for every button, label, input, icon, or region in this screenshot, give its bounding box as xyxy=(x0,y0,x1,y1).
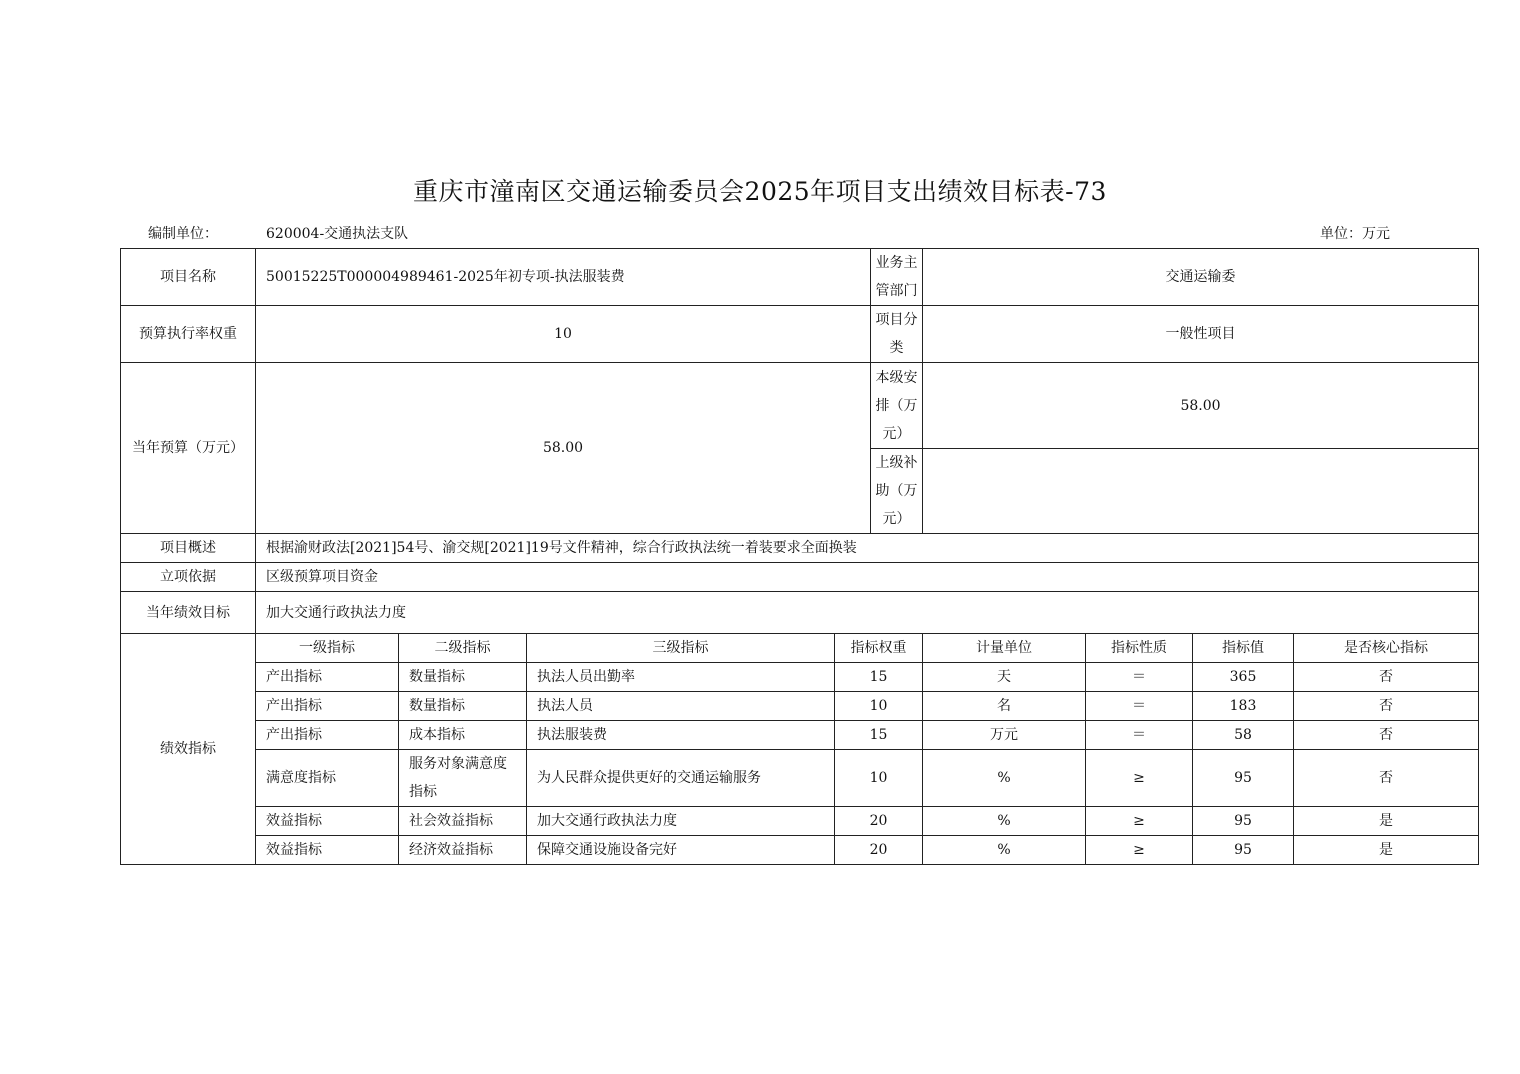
goal-label: 当年绩效目标 xyxy=(121,592,256,634)
basis-row xyxy=(121,563,1479,592)
nature-cell: ≥ xyxy=(1086,750,1193,807)
level3-cell: 保障交通设施设备完好 xyxy=(527,836,835,865)
level2-cell: 经济效益指标 xyxy=(399,836,527,865)
indicator-header-row xyxy=(121,634,1479,663)
unit-value: 620004-交通执法支队 xyxy=(266,226,409,242)
category-label: 项目分类 xyxy=(871,306,923,363)
value-cell: 58 xyxy=(1193,721,1294,750)
weight-cell: 15 xyxy=(835,721,923,750)
page-title: 重庆市潼南区交通运输委员会2025年项目支出绩效目标表-73 xyxy=(413,177,1107,206)
value-cell: 95 xyxy=(1193,836,1294,865)
column-header: 指标权重 xyxy=(835,634,923,663)
indicator-section-label: 绩效指标 xyxy=(121,634,256,865)
project-name-row xyxy=(121,249,1479,306)
value-cell: 365 xyxy=(1193,663,1294,692)
upper-label: 上级补助（万元） xyxy=(871,449,923,534)
value-cell: 95 xyxy=(1193,807,1294,836)
unit-cell: 天 xyxy=(923,663,1086,692)
basis-label: 立项依据 xyxy=(121,563,256,592)
value-cell: 183 xyxy=(1193,692,1294,721)
level3-cell: 为人民群众提供更好的交通运输服务 xyxy=(527,750,835,807)
core-cell: 否 xyxy=(1294,663,1479,692)
dept-label: 业务主管部门 xyxy=(871,249,923,306)
overview-value: 根据渝财政法[2021]54号、渝交规[2021]19号文件精神，综合行政执法统一着装要求全面换装 xyxy=(256,534,1479,563)
value-cell: 95 xyxy=(1193,750,1294,807)
budget-row xyxy=(121,363,1479,449)
weight-cell: 20 xyxy=(835,836,923,865)
unit-cell: 名 xyxy=(923,692,1086,721)
level3-cell: 执法人员出勤率 xyxy=(527,663,835,692)
column-header: 计量单位 xyxy=(923,634,1086,663)
column-header: 一级指标 xyxy=(256,634,399,663)
level2-cell: 成本指标 xyxy=(399,721,527,750)
core-cell: 否 xyxy=(1294,692,1479,721)
column-header: 指标值 xyxy=(1193,634,1294,663)
weight-cell: 15 xyxy=(835,663,923,692)
level2-cell: 数量指标 xyxy=(399,692,527,721)
budget-label: 当年预算（万元） xyxy=(121,363,256,534)
dept-value: 交通运输委 xyxy=(923,249,1479,306)
level1-cell: 效益指标 xyxy=(256,807,399,836)
local-label: 本级安排（万元） xyxy=(871,363,923,449)
unit-cell: 万元 xyxy=(923,721,1086,750)
project-name-label: 项目名称 xyxy=(121,249,256,306)
weight-row xyxy=(121,306,1479,363)
goal-row xyxy=(121,592,1479,634)
table-row xyxy=(121,750,1479,807)
level2-cell: 数量指标 xyxy=(399,663,527,692)
goal-value: 加大交通行政执法力度 xyxy=(256,592,1479,634)
project-name-value: 50015225T000004989461-2025年初专项-执法服装费 xyxy=(256,249,871,306)
level1-cell: 满意度指标 xyxy=(256,750,399,807)
core-cell: 否 xyxy=(1294,750,1479,807)
column-header: 三级指标 xyxy=(527,634,835,663)
local-value: 58.00 xyxy=(923,363,1479,449)
budget-value: 58.00 xyxy=(256,363,871,534)
performance-table xyxy=(120,248,1479,865)
upper-value xyxy=(923,449,1479,534)
weight-cell: 10 xyxy=(835,750,923,807)
level3-cell: 执法服装费 xyxy=(527,721,835,750)
overview-row xyxy=(121,534,1479,563)
weight-value: 10 xyxy=(256,306,871,363)
nature-cell: ≥ xyxy=(1086,807,1193,836)
core-cell: 否 xyxy=(1294,721,1479,750)
level1-cell: 产出指标 xyxy=(256,721,399,750)
core-cell: 是 xyxy=(1294,807,1479,836)
weight-label: 预算执行率权重 xyxy=(121,306,256,363)
unit-label: 编制单位： xyxy=(148,226,218,242)
category-value: 一般性项目 xyxy=(923,306,1479,363)
column-header: 指标性质 xyxy=(1086,634,1193,663)
nature-cell: ＝ xyxy=(1086,692,1193,721)
unit-cell: % xyxy=(923,750,1086,807)
level1-cell: 产出指标 xyxy=(256,663,399,692)
level1-cell: 产出指标 xyxy=(256,692,399,721)
level1-cell: 效益指标 xyxy=(256,836,399,865)
nature-cell: ＝ xyxy=(1086,663,1193,692)
table-row xyxy=(121,721,1479,750)
column-header: 是否核心指标 xyxy=(1294,634,1479,663)
level2-cell: 服务对象满意度指标 xyxy=(399,750,527,807)
weight-cell: 10 xyxy=(835,692,923,721)
weight-cell: 20 xyxy=(835,807,923,836)
table-row xyxy=(121,663,1479,692)
table-row xyxy=(121,807,1479,836)
currency-unit: 单位：万元 xyxy=(1320,226,1390,242)
level2-cell: 社会效益指标 xyxy=(399,807,527,836)
core-cell: 是 xyxy=(1294,836,1479,865)
basis-value: 区级预算项目资金 xyxy=(256,563,1479,592)
table-row xyxy=(121,836,1479,865)
nature-cell: ＝ xyxy=(1086,721,1193,750)
table-row xyxy=(121,692,1479,721)
unit-cell: % xyxy=(923,807,1086,836)
nature-cell: ≥ xyxy=(1086,836,1193,865)
column-header: 二级指标 xyxy=(399,634,527,663)
overview-label: 项目概述 xyxy=(121,534,256,563)
unit-cell: % xyxy=(923,836,1086,865)
level3-cell: 加大交通行政执法力度 xyxy=(527,807,835,836)
level3-cell: 执法人员 xyxy=(527,692,835,721)
